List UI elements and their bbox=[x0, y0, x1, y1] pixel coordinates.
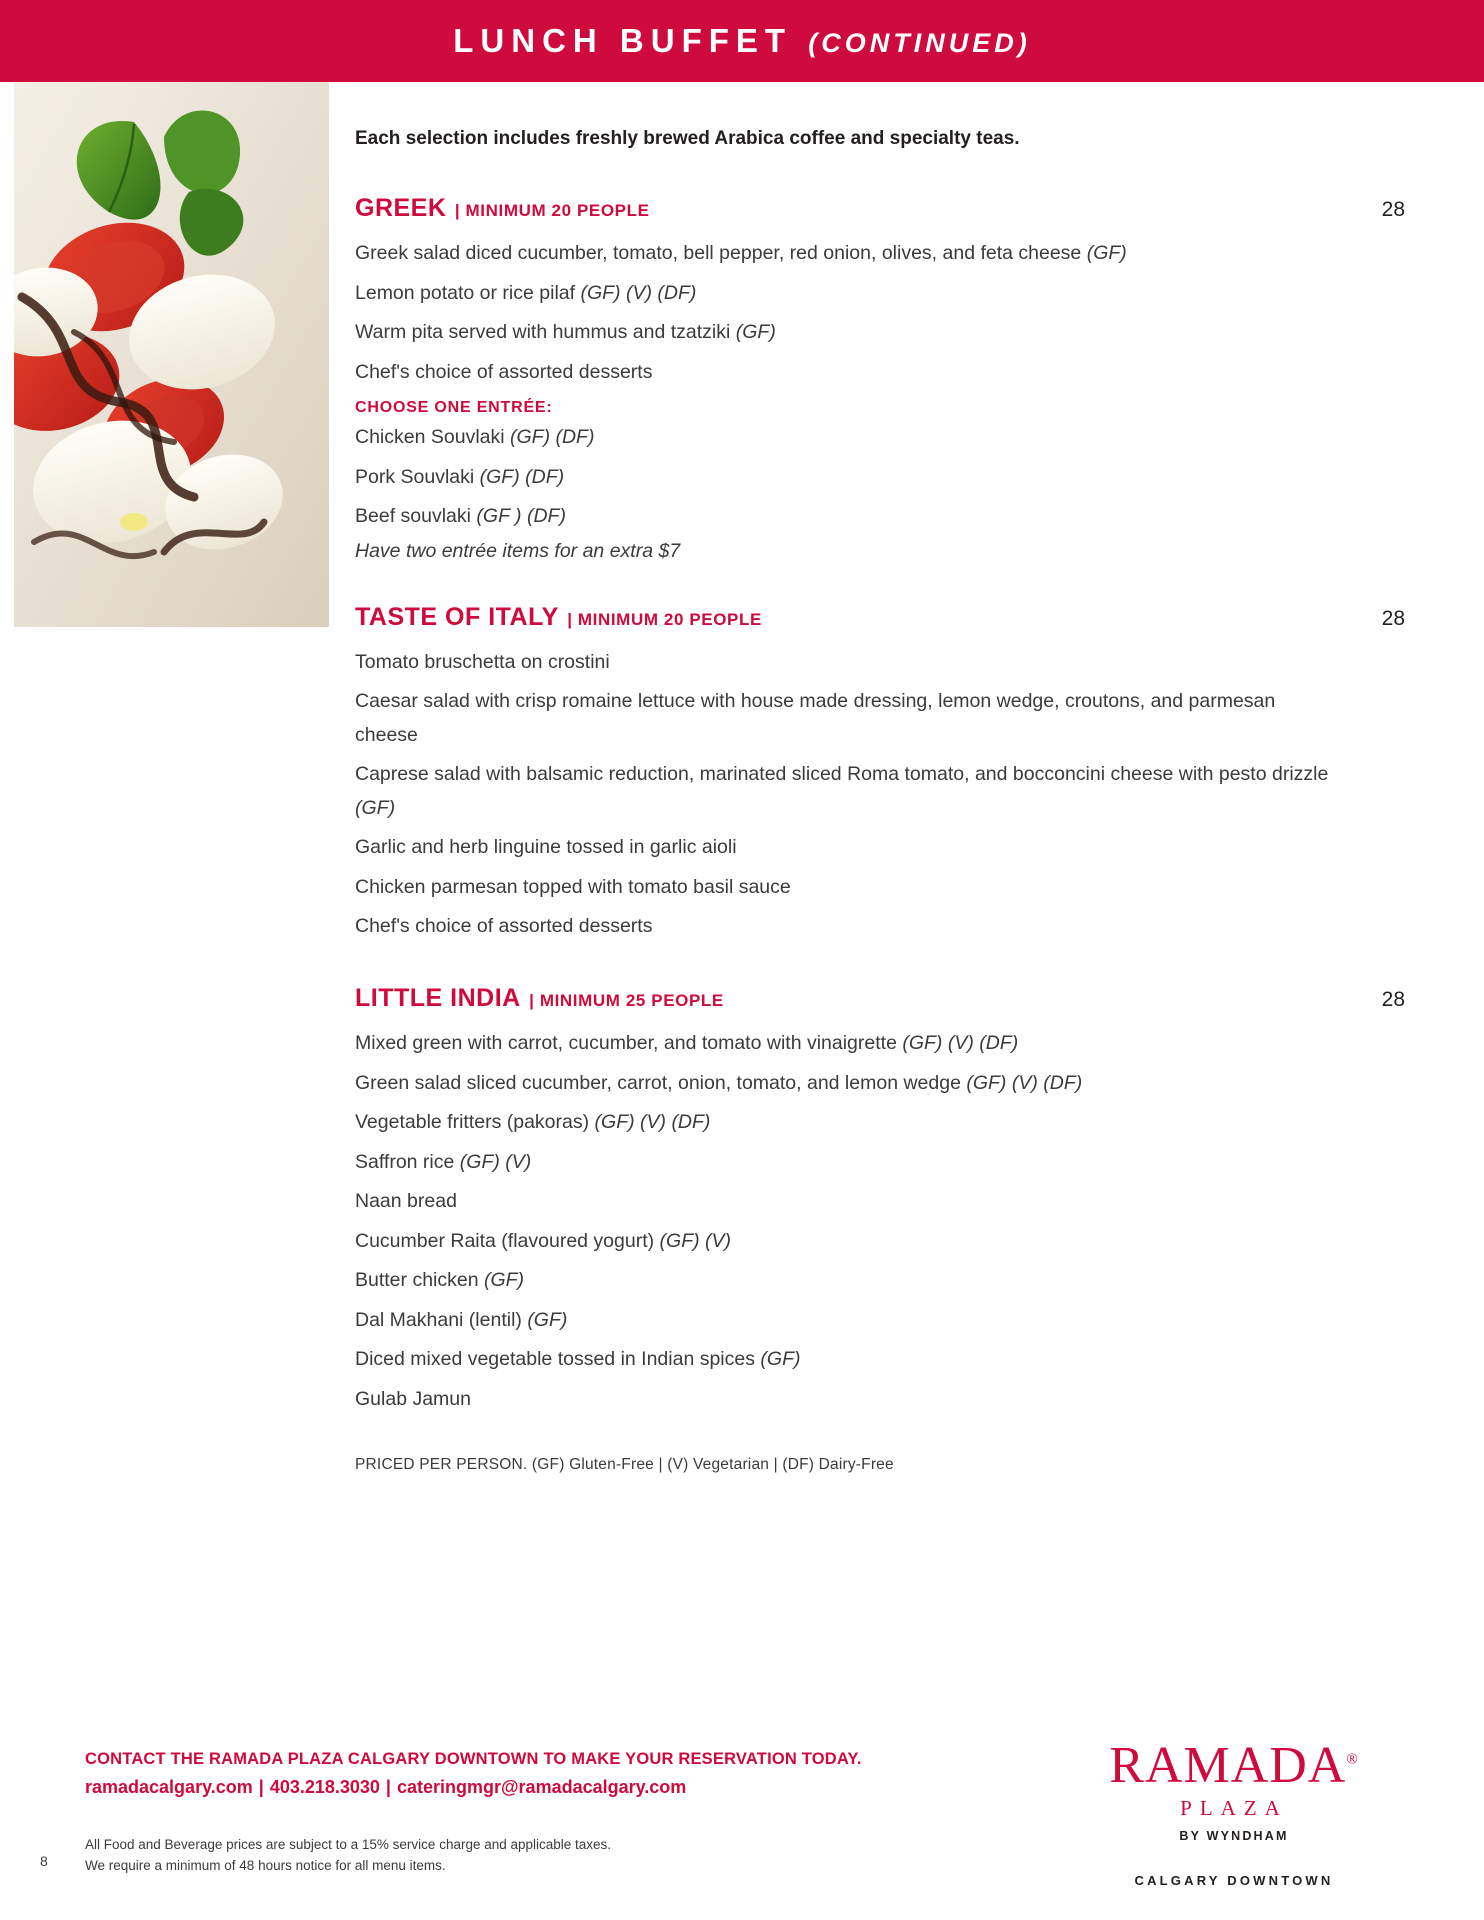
menu-item-text: Chicken parmesan topped with tomato basil sauce bbox=[355, 875, 791, 898]
menu-item-text: Greek salad diced cucumber, tomato, bell pepper, red onion, olives, and feta cheese bbox=[355, 242, 1087, 264]
caprese-salad-photo bbox=[14, 82, 329, 627]
intro-text: Each selection includes freshly brewed Arabica coffee and specialty teas. bbox=[355, 128, 1020, 149]
menu-item bbox=[355, 646, 1340, 680]
section-note: Have two entrée items for an extra $7 bbox=[355, 539, 681, 562]
menu-item bbox=[355, 831, 1340, 865]
section-price: 28 bbox=[1381, 987, 1405, 1011]
separator: | bbox=[258, 1777, 264, 1797]
ramada-plaza-logo bbox=[1084, 1737, 1384, 1888]
menu-item bbox=[355, 356, 1340, 390]
menu-item-text: Mixed green with carrot, cucumber, and tomato with vinaigrette bbox=[355, 1031, 903, 1054]
menu-item bbox=[355, 1343, 1340, 1377]
menu-item-tags: (GF) bbox=[483, 1269, 525, 1292]
page-title-continued: (CONTINUED) bbox=[808, 28, 1031, 58]
menu-item-tags: (GF) (V) (DF) bbox=[580, 281, 697, 304]
menu-item-tags: (GF ) (DF) bbox=[476, 505, 566, 528]
footer-contact-block bbox=[85, 1750, 1085, 1798]
separator: | bbox=[385, 1777, 391, 1797]
menu-item bbox=[355, 237, 1340, 271]
disclaimer-line-2: We require a minimum of 48 hours notice for all menu items. bbox=[85, 1857, 446, 1873]
menu-item-text: Dal Makhani (lentil) bbox=[355, 1308, 528, 1331]
menu-item bbox=[355, 316, 1340, 350]
menu-item bbox=[355, 277, 1340, 311]
page-number: 8 bbox=[40, 1853, 48, 1869]
menu-item-tags: (GF) (DF) bbox=[479, 465, 565, 488]
brand-by-wyndham: BY WYNDHAM bbox=[1179, 1829, 1289, 1843]
menu-item bbox=[355, 1264, 1340, 1298]
page-title-main: LUNCH BUFFET bbox=[453, 22, 793, 59]
section-minimum: | MINIMUM 20 PEOPLE bbox=[567, 609, 762, 629]
menu-item-text: Chef's choice of assorted desserts bbox=[355, 915, 653, 938]
menu-item-tags: (GF) (V) bbox=[659, 1229, 732, 1252]
section-price: 28 bbox=[1381, 198, 1405, 221]
menu-item bbox=[355, 1067, 1340, 1101]
menu-item-text: Gulab Jamun bbox=[355, 1387, 471, 1410]
menu-item bbox=[355, 758, 1340, 825]
page-title bbox=[453, 22, 1030, 60]
website-link[interactable]: ramadacalgary.com bbox=[85, 1777, 253, 1797]
menu-item-tags: (GF) (V) (DF) bbox=[902, 1031, 1019, 1054]
menu-item-text: Caesar salad with crisp romaine lettuce with house made dressing, lemon wedge, croutons, and parmesan cheese bbox=[355, 690, 1276, 746]
menu-item-tags: (GF) (DF) bbox=[510, 426, 595, 449]
phone-number[interactable]: 403.218.3030 bbox=[269, 1777, 380, 1797]
section-heading bbox=[355, 194, 1405, 223]
menu-item-text: Caprese salad with balsamic reduction, marinated sliced Roma tomato, and bocconcini cheese with pesto drizzle bbox=[355, 763, 1329, 786]
brand-plaza: PLAZA bbox=[1180, 1796, 1288, 1820]
menu-item-text: Vegetable fritters (pakoras) bbox=[355, 1111, 595, 1134]
menu-content bbox=[355, 128, 1405, 1474]
section-name: TASTE OF ITALY bbox=[355, 602, 559, 631]
menu-item bbox=[355, 1027, 1340, 1061]
menu-item-text: Butter chicken bbox=[355, 1269, 484, 1292]
menu-item-text: Chef's choice of assorted desserts bbox=[355, 360, 653, 383]
menu-item-text: Green salad sliced cucumber, carrot, onion, tomato, and lemon wedge bbox=[355, 1071, 967, 1094]
dietary-legend: PRICED PER PERSON. (GF) Gluten-Free | (V) Vegetarian | (DF) Dairy-Free bbox=[355, 1456, 894, 1474]
footer-disclaimers bbox=[85, 1835, 611, 1877]
menu-item-tags: (GF) bbox=[735, 321, 776, 344]
menu-item-tags: (GF) bbox=[760, 1348, 801, 1371]
menu-item-tags: (GF) bbox=[1086, 242, 1127, 264]
menu-item-text: Pork Souvlaki bbox=[355, 465, 480, 488]
menu-item bbox=[355, 871, 1340, 905]
menu-item-text: Warm pita served with hummus and tzatziki bbox=[355, 321, 736, 344]
menu-item bbox=[355, 1383, 1340, 1417]
menu-item bbox=[355, 1185, 1340, 1219]
menu-item-tags: (GF) bbox=[355, 796, 396, 819]
menu-section-greek bbox=[355, 194, 1405, 563]
menu-item-text: Tomato bruschetta on crostini bbox=[355, 650, 610, 673]
menu-item-text: Naan bread bbox=[355, 1190, 457, 1213]
section-price: 28 bbox=[1381, 606, 1405, 630]
page-footer bbox=[0, 1720, 1484, 1920]
section-minimum: | MINIMUM 20 PEOPLE bbox=[454, 201, 650, 220]
menu-item bbox=[355, 910, 1340, 944]
menu-item bbox=[355, 1146, 1340, 1180]
menu-item-tags: (GF) (V) (DF) bbox=[966, 1071, 1083, 1094]
menu-item bbox=[355, 1106, 1340, 1140]
registered-mark: ® bbox=[1346, 1751, 1359, 1768]
brand-name bbox=[1084, 1737, 1384, 1794]
menu-item bbox=[355, 1304, 1340, 1338]
menu-item bbox=[355, 1225, 1340, 1259]
section-heading bbox=[355, 603, 1405, 632]
footer-cta-text: CONTACT THE RAMADA PLAZA CALGARY DOWNTOWN TO MAKE YOUR RESERVATION TODAY. bbox=[85, 1750, 862, 1768]
menu-section-taste-of-italy bbox=[355, 603, 1405, 944]
menu-item-tags: (GF) (V) bbox=[459, 1150, 532, 1173]
menu-item-tags: (GF) (V) (DF) bbox=[594, 1111, 711, 1134]
menu-section-little-india bbox=[355, 984, 1405, 1416]
section-heading bbox=[355, 984, 1405, 1013]
menu-item-tags: (GF) bbox=[527, 1308, 568, 1331]
menu-item-text: Cucumber Raita (flavoured yogurt) bbox=[355, 1229, 660, 1252]
menu-item bbox=[355, 500, 1340, 534]
brand-name-text: RAMADA bbox=[1109, 1737, 1347, 1794]
brand-city: CALGARY DOWNTOWN bbox=[1134, 1873, 1334, 1888]
menu-item-text: Garlic and herb linguine tossed in garlic aioli bbox=[355, 836, 737, 859]
section-subheading: CHOOSE ONE ENTRÉE: bbox=[355, 399, 553, 417]
email-link[interactable]: cateringmgr@ramadacalgary.com bbox=[396, 1777, 687, 1797]
section-name: GREEK bbox=[355, 194, 447, 222]
menu-item-text: Lemon potato or rice pilaf bbox=[355, 281, 581, 304]
disclaimer-line-1: All Food and Beverage prices are subject to a 15% service charge and applicable taxes. bbox=[85, 1837, 612, 1852]
menu-item-text: Diced mixed vegetable tossed in Indian spices bbox=[355, 1348, 761, 1371]
section-name: LITTLE INDIA bbox=[355, 983, 521, 1012]
footer-contact-line bbox=[85, 1777, 1085, 1798]
photo-illustration bbox=[14, 82, 329, 627]
menu-item-text: Saffron rice bbox=[355, 1150, 460, 1173]
menu-item bbox=[355, 421, 1340, 455]
menu-item-text: Beef souvlaki bbox=[355, 505, 477, 528]
section-minimum: | MINIMUM 25 PEOPLE bbox=[529, 990, 724, 1010]
page-header bbox=[0, 0, 1484, 82]
menu-item-text: Chicken Souvlaki bbox=[355, 426, 510, 449]
menu-item bbox=[355, 461, 1340, 495]
menu-item bbox=[355, 685, 1340, 752]
